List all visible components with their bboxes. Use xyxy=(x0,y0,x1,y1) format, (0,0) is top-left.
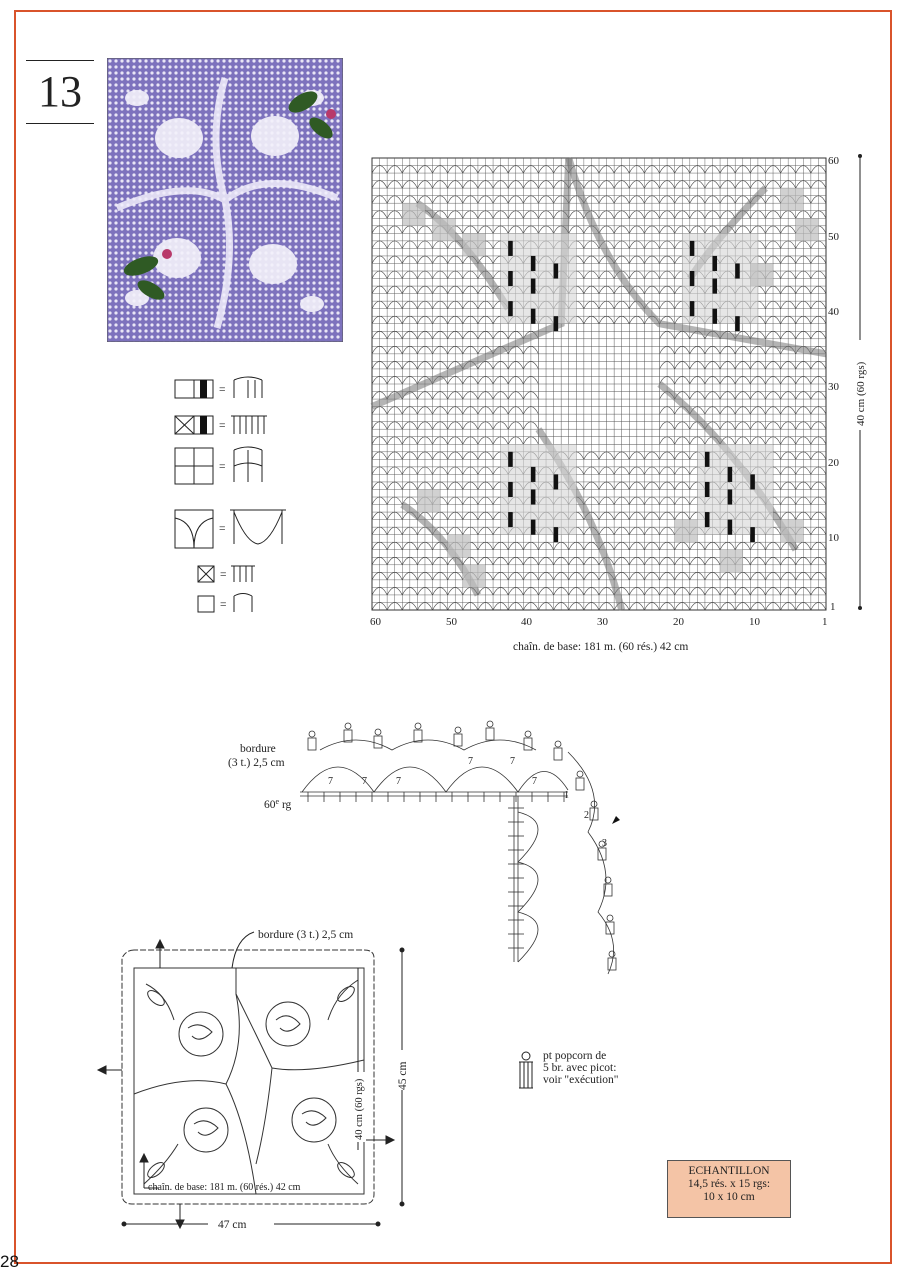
row-label-num: 60 xyxy=(264,799,276,811)
row-label xyxy=(264,797,292,812)
popcorn-text: pt popcorn de 5 br. avec picot: voir "exécution" xyxy=(543,1050,619,1086)
bottom-tick-1: 1 xyxy=(822,616,828,628)
right-tick-60: 60 xyxy=(828,155,839,167)
schema-base-label: chaîn. de base: 181 m. (60 rés.) 42 cm xyxy=(148,1182,301,1193)
legend-eq-2: = xyxy=(219,420,226,432)
schema-outer-height: 45 cm xyxy=(397,1061,409,1090)
legend-eq-5: = xyxy=(220,569,227,581)
row-label-unit: rg xyxy=(279,799,292,811)
chart-bottom-axis xyxy=(370,616,828,628)
bottom-tick-60: 60 xyxy=(370,616,381,628)
assembly-schematic xyxy=(96,924,426,1244)
right-tick-30: 30 xyxy=(828,381,839,393)
count-3: 7 xyxy=(396,776,401,787)
popcorn-note xyxy=(515,1050,695,1100)
half-filled-box-icon xyxy=(175,380,213,398)
row-label-sup: e xyxy=(275,796,280,806)
bottom-tick-20: 20 xyxy=(673,616,684,628)
legend-eq-4: = xyxy=(219,523,226,535)
chart-height-label: 40 cm (60 rgs) xyxy=(855,361,867,426)
right-tick-10: 10 xyxy=(828,532,839,544)
bottom-tick-30: 30 xyxy=(597,616,608,628)
pattern-number: 13 xyxy=(26,60,94,124)
right-tick-50: 50 xyxy=(828,231,839,243)
right-tick-1: 1 xyxy=(830,601,836,613)
legend-eq-3: = xyxy=(219,461,226,473)
count-1: 7 xyxy=(328,776,333,787)
chart-caption: chaîn. de base: 181 m. (60 rés.) 42 cm xyxy=(513,641,689,653)
filet-chart xyxy=(360,150,880,670)
page-number: 28 xyxy=(0,1252,19,1271)
bottom-tick-10: 10 xyxy=(749,616,760,628)
cross-filled-box-icon xyxy=(175,416,213,434)
border-label-2: (3 t.) 2,5 cm xyxy=(228,757,285,769)
count-6: 7 xyxy=(532,776,537,787)
lacet-box-icon xyxy=(175,448,213,484)
count-4: 7 xyxy=(468,756,473,767)
schema-motifs xyxy=(134,968,364,1194)
popcorn-stitch-icon xyxy=(515,1050,539,1094)
height-dimension xyxy=(852,154,868,610)
gauge-line-1: 14,5 rés. x 15 rgs: xyxy=(687,1178,771,1190)
chart-right-axis xyxy=(828,155,840,613)
bottom-tick-50: 50 xyxy=(446,616,457,628)
gauge-line-2: 10 x 10 cm xyxy=(703,1191,755,1203)
round-1: 1 xyxy=(564,790,569,801)
cross-box-icon xyxy=(198,566,214,582)
gauge-box xyxy=(667,1160,791,1218)
round-3: 3 xyxy=(602,838,607,849)
stitch-symbols xyxy=(230,377,286,612)
count-2: 7 xyxy=(362,776,367,787)
lace-photo-icon xyxy=(107,58,343,342)
start-arrow-icon xyxy=(612,816,620,824)
count-5: 7 xyxy=(510,756,515,767)
stitch-legend xyxy=(170,372,300,622)
bottom-tick-40: 40 xyxy=(521,616,532,628)
round-2: 2 xyxy=(584,810,589,821)
schema-inner-height: 40 cm (60 rgs) xyxy=(354,1078,365,1140)
lace-photo xyxy=(107,58,343,342)
gauge-title: ECHANTILLON xyxy=(688,1165,770,1177)
right-tick-40: 40 xyxy=(828,306,839,318)
empty-box-icon xyxy=(198,596,214,612)
legend-eq-1: = xyxy=(219,384,226,396)
arch-box-icon xyxy=(175,510,213,548)
schema-border-label: bordure (3 t.) 2,5 cm xyxy=(258,929,354,941)
schema-outer-width: 47 cm xyxy=(218,1219,247,1231)
right-tick-20: 20 xyxy=(828,457,839,469)
legend-eq-6: = xyxy=(220,599,227,611)
border-label-1: bordure xyxy=(240,743,276,755)
